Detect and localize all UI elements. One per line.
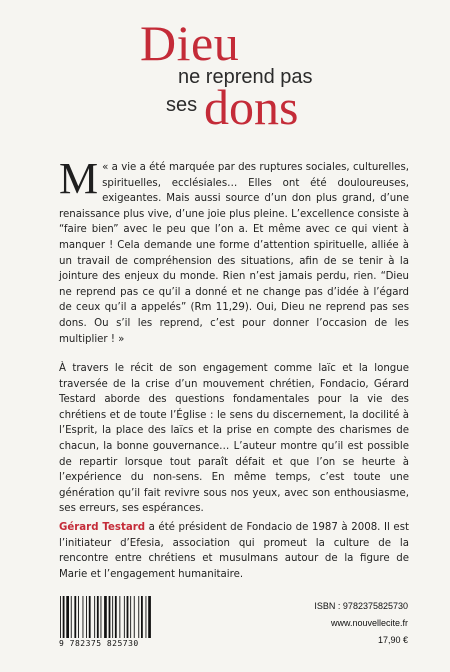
barcode-bar (119, 596, 120, 638)
barcode-bar (130, 596, 131, 638)
quote-paragraph (59, 154, 409, 347)
quote-text: a vie a été marquée par des ruptures sociales, culturelles, spirituelles, ecclésiales… Elles ont été douloureuses, exigeantes. Mais aussi source d’un don plus grand, d’une renaissance plus vive, d’une joie plus pleine. L’excellence consiste à “faire bien” avec le peu que l’on a. Et même avec ce qui vient à manquer ! Cela demande une forme d’attention spirituelle, alliée à un travail de compréhension des situations, afin de se tenir à la jointure des enjeux du monde. Rien n’est jamais perdu, rien. “Dieu ne reprend pas ce qu’il a donné et ne change pas d’idée à l’égard de ceux qu’il a appelés” (Rm 11,29). Oui, Dieu ne reprend pas ses dons. Ou s’il les reprend, c’est pour donner l’occasion de les multiplier ! » (59, 162, 409, 345)
title-word-dons: dons (204, 79, 299, 135)
barcode-bar (104, 596, 107, 638)
barcode-bar (97, 596, 99, 638)
barcode-bar (78, 596, 79, 638)
barcode-bar (134, 596, 135, 638)
barcode-image (59, 596, 175, 638)
barcode-bar (109, 596, 111, 638)
barcode-bar (148, 596, 151, 638)
barcode-bar (86, 596, 87, 638)
barcode-bar (124, 596, 125, 638)
price-text: 17,90 € (377, 635, 408, 645)
title-line-ne-reprend-pas: ne reprend pas (178, 66, 313, 88)
barcode-bar (115, 596, 117, 638)
summary-paragraph: À travers le récit de son engagement comme laïc et la longue traversée de la crise d’un mouvement chrétien, Fondacio, Gérard Testard aborde des questions fondamentales pour la vie des chrétiens et de toute l’Église : le sens du discernement, la docilité à l’Esprit, la place des laïcs et la prise en compte des charismes de chacun, la bonne gouvernance… L’auteur montre qu’il est possible de repartir lorsque tout paraît défait et que l’on se heurte à l’expérience du non-sens. En même temps, c’est toute une génération qu’il fait revivre sous nos yeux, avec son enthousiasme, ses erreurs, ses espérances. (59, 363, 409, 515)
title-word-dieu: Dieu (140, 15, 240, 71)
isbn-text: ISBN : 9782375825730 (314, 601, 408, 611)
publication-info (314, 598, 408, 649)
barcode-bar (63, 596, 65, 638)
barcode-bar (74, 596, 76, 638)
drop-cap-letter: M (59, 154, 99, 203)
author-bio (59, 520, 409, 582)
author-bio-text: a été président de Fondacio de 1987 à 2008. Il est l’initiateur d’Efesia, association qui promeut la culture de la rencontre entre chrétiens et musulmans autour de la figure de Marie et l’engagement humanitaire. (59, 522, 409, 580)
barcode-bar (127, 596, 129, 638)
author-name: Gérard Testard (59, 522, 146, 533)
barcode-number: 9 782375 825730 (59, 639, 139, 648)
quote-open-mark: « (102, 162, 109, 173)
barcode-bar (83, 596, 84, 638)
barcode-bar (66, 596, 69, 638)
barcode-bar (71, 596, 72, 638)
title-line-ses: ses (166, 94, 198, 116)
barcode-bar (146, 596, 147, 638)
barcode-bar (101, 596, 102, 638)
barcode-bar (89, 596, 91, 638)
barcode-bar (112, 596, 113, 638)
barcode-bar (94, 596, 95, 638)
website-text: www.nouvellecite.fr (330, 618, 408, 628)
barcode-bar (60, 596, 61, 638)
barcode-bar (141, 596, 143, 638)
barcode-bar (138, 596, 139, 638)
